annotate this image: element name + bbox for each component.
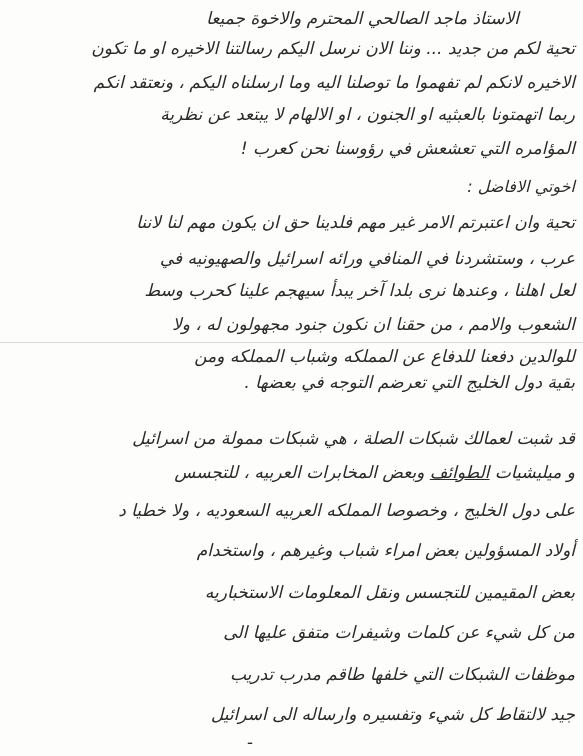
trailing-mark: - bbox=[246, 733, 253, 753]
intro-line-3: ربما اتهمتونا بالعبثيه او الجنون ، او الالهام لا يبتعد عن نظرية bbox=[160, 105, 575, 125]
paper-fold-line bbox=[0, 342, 583, 343]
paragraph2-line-5: بعض المقيمين للتجسس ونقل المعلومات الاستخباريه bbox=[204, 583, 575, 603]
paragraph1-line-3: لعل اهلنا ، وعندها نرى بلدا آخر يبدأ سيهجم علينا كحرب وسط bbox=[144, 281, 575, 301]
paragraph2-line-3: على دول الخليج ، وخصوصا المملكه العربيه السعوديه ، ولا خطيا د bbox=[118, 501, 575, 521]
paragraph2-line-2-text: و ميليشيات الطوائف وبعض المخابرات العربيه ، للتجسس bbox=[174, 463, 575, 483]
paragraph2-line-7: موظفات الشبكات التي خلفها طاقم مدرب تدريب bbox=[229, 665, 575, 685]
greeting-line: اخوتي الافاضل : bbox=[467, 177, 575, 196]
salutation-line: الاستاذ ماجد الصالحي المحترم والاخوة جميعا bbox=[206, 9, 519, 29]
paragraph2-line-2 bbox=[174, 462, 575, 484]
intro-line-2: الاخيره لانكم لم تفهموا ما توصلنا اليه وما ارسلناه اليكم ، ونعتقد انكم bbox=[93, 73, 575, 93]
intro-line-4: المؤامره التي تعشعش في رؤوسنا نحن كعرب ! bbox=[240, 139, 575, 159]
paragraph2-line-6: من كل شيء عن كلمات وشيفرات متفق عليها الى bbox=[223, 623, 575, 643]
paragraph1-line-5: للوالدين دفعنا للدفاع عن المملكه وشباب المملكه ومن bbox=[194, 347, 575, 367]
paragraph2-line-8: جيد لالتقاط كل شيء وتفسيره وارساله الى اسرائيل bbox=[210, 705, 575, 725]
paragraph1-line-2: عرب ، وستشردنا في المنافي ورائه اسرائيل والصهيونيه في bbox=[159, 249, 575, 269]
paragraph2-line-1: قد شبت لعمالك شبكات الصلة ، هي شبكات ممولة من اسرائيل bbox=[132, 429, 575, 449]
paragraph1-line-1: تحية وان اعتبرتم الامر غير مهم فلدينا حق ان يكون مهم لنا لاننا bbox=[136, 213, 575, 233]
paragraph1-line-4: الشعوب والامم ، من حقنا ان نكون جنود مجهولون له ، ولا bbox=[172, 315, 575, 335]
paragraph2-line-4: أولاد المسؤولين بعض امراء شباب وغيرهم ، واستخدام bbox=[196, 541, 575, 561]
paragraph1-line-6: بقية دول الخليج التي تعرضم التوجه في بعضها . bbox=[244, 373, 575, 393]
intro-line-1: تحية لكم من جديد ... وننا الان نرسل اليكم رسالتنا الاخيره او ما تكون bbox=[91, 39, 575, 59]
